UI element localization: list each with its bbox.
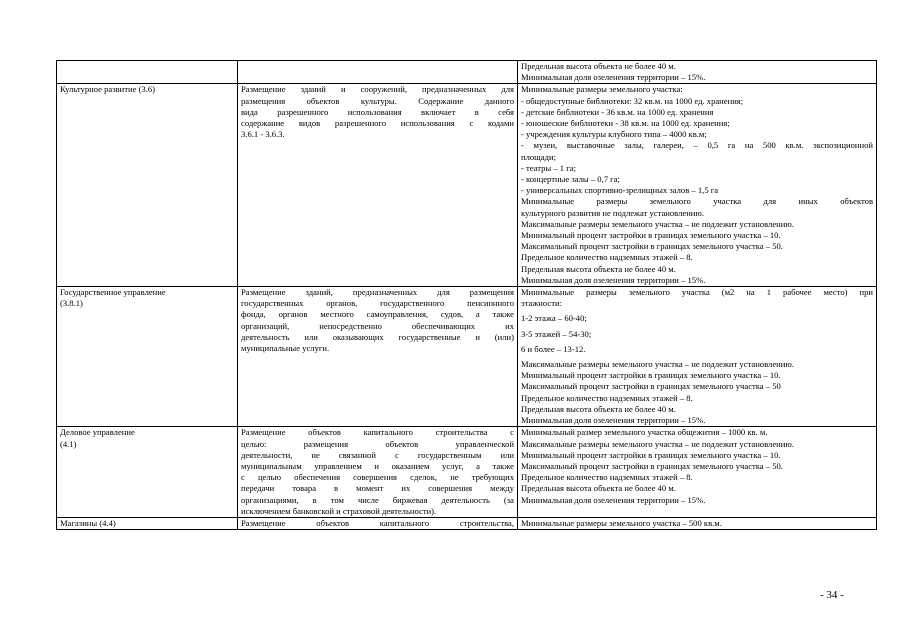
description-cell	[238, 84, 518, 287]
description-line: деятельность или оказывающих государственные и (или)	[241, 331, 514, 342]
parameter-line: Минимальная доля озеленения территории – 15%.	[521, 415, 706, 426]
use-name-cell	[57, 517, 238, 529]
description-line: деятельности, не связанной с государственным или	[241, 449, 514, 460]
parameter-line: Минимальные размеры земельного участка – 500 кв.м.	[521, 517, 722, 528]
parameter-line: Максимальные размеры земельного участка – не подлежит установлению.	[521, 438, 794, 449]
table-row	[57, 517, 877, 529]
parameter-line: Максимальные размеры земельного участка – не подлежит установлению.	[521, 359, 794, 370]
use-name-cell	[57, 84, 238, 287]
description-cell	[238, 287, 518, 427]
parameters-cell	[518, 427, 877, 518]
parameter-line: площади;	[521, 151, 556, 162]
description-line: Размещение объектов капитального строительства с	[241, 427, 514, 438]
description-cell	[238, 427, 518, 518]
parameter-line: культурного развития не подлежат установлению.	[521, 207, 704, 218]
table-row	[57, 427, 877, 518]
page-number: - 34 -	[820, 589, 844, 601]
parameter-line: Минимальные размеры земельного участка (м2 на 1 рабочее место) при	[521, 287, 873, 298]
use-name-cell	[57, 287, 238, 427]
parameter-line: Предельное количество надземных этажей – 8.	[521, 392, 693, 403]
use-name-cell	[57, 61, 238, 84]
description-line: организациями, в том числе биржевая деятельность (за	[241, 494, 514, 505]
parameter-line: 1-2 этажа – 60-40;	[521, 313, 587, 324]
parameter-line: Минимальный процент застройки в границах земельного участка – 10.	[521, 230, 781, 241]
parameter-line: - учреждения культуры клубного типа – 4000 кв.м;	[521, 129, 707, 140]
parameter-line: Минимальный размер земельного участка общежития – 1000 кв. м.	[521, 427, 768, 438]
parameter-line: Минимальная доля озеленения территории – 15%.	[521, 72, 706, 83]
parameter-line: - музеи, выставочные залы, галереи, – 0,5 га на 500 кв.м. экспозиционной	[521, 140, 873, 151]
parameters-cell	[518, 61, 877, 84]
use-name: Государственное управление	[60, 287, 166, 298]
parameter-line: Предельная высота объекта не более 40 м.	[521, 263, 676, 274]
parameter-line: Минимальная доля озеленения территории – 15%.	[521, 274, 706, 285]
parameter-line: Максимальный процент застройки в границах земельного участка – 50	[521, 381, 781, 392]
parameter-line: - универсальных спортивно-зрелищных залов – 1,5 га	[521, 185, 719, 196]
description-line: содержание видов разрешенного использования с кодами	[241, 118, 514, 129]
description-line: муниципальные услуги.	[241, 343, 330, 354]
parameter-line: Предельное количество надземных этажей – 8.	[521, 472, 693, 483]
use-name: Культурное развитие (3.6)	[60, 84, 156, 95]
description-cell	[238, 517, 518, 529]
parameters-cell	[518, 517, 877, 529]
parameter-line: Минимальные размеры земельного участка:	[521, 84, 683, 95]
parameter-line: Предельная высота объекта не более 40 м.	[521, 61, 676, 71]
parameter-line: - общедоступные библиотеки: 32 кв.м. на 1000 ед. хранения;	[521, 95, 744, 106]
parameter-line: - детские библиотеки - 36 кв.м. на 1000 ед. хранения	[521, 106, 714, 117]
description-line: муниципальным управлением и оказанием услуг, а также	[241, 460, 514, 471]
parameter-line: Максимальный процент застройки в границах земельного участка – 50.	[521, 460, 783, 471]
parameter-line: этажности:	[521, 298, 562, 309]
description-line: фонда, органов местного самоуправления, судов, а также	[241, 309, 514, 320]
description-line: Размещение объектов капитального строительства,	[241, 517, 514, 528]
description-line: передачи товара в момент их совершения между	[241, 483, 514, 494]
parameter-line: Минимальная доля озеленения территории – 15%.	[521, 494, 706, 505]
use-code: (3.8.1)	[60, 298, 83, 309]
description-line: Размещение зданий и сооружений, предназначенных для	[241, 84, 514, 95]
description-line: целью: размещения объектов управленческой	[241, 438, 514, 449]
use-code: (4.1)	[60, 438, 77, 449]
parameter-line: Предельная высота объекта не более 40 м.	[521, 403, 676, 414]
parameter-line: Минимальный процент застройки в границах земельного участка – 10.	[521, 449, 781, 460]
parameter-line: 3-5 этажей – 54-30;	[521, 328, 592, 339]
description-line: вида разрешенного использования включает в себя	[241, 106, 514, 117]
use-name-cell	[57, 427, 238, 518]
land-use-table	[56, 60, 877, 530]
table-row	[57, 84, 877, 287]
table-row	[57, 61, 877, 84]
use-name: Деловое управление	[60, 427, 135, 438]
parameter-line: Предельное количество надземных этажей – 8.	[521, 252, 693, 263]
parameter-line: Предельная высота объекта не более 40 м.	[521, 483, 676, 494]
description-line: организаций, непосредственно обеспечивающих их	[241, 320, 514, 331]
description-cell	[238, 61, 518, 84]
parameter-line: Минимальные размеры земельного участка для иных объектов	[521, 196, 873, 207]
parameter-line: - юношеские библиотеки - 38 кв.м. на 1000 ед. хранения;	[521, 118, 730, 129]
parameter-line: Максимальные размеры земельного участка – не подлежит установлению.	[521, 218, 794, 229]
parameter-line: Минимальный процент застройки в границах земельного участка – 10.	[521, 370, 781, 381]
parameter-line: Максимальный процент застройки в границах земельного участка – 50.	[521, 241, 783, 252]
description-line: государственных органов, государственного пенсионного	[241, 298, 514, 309]
description-line: 3.6.1 - 3.6.3.	[241, 129, 285, 140]
description-line: Размещение зданий, предназначенных для размещения	[241, 287, 514, 298]
table-row	[57, 287, 877, 427]
description-line: с целью обеспечения совершения сделок, не требующих	[241, 472, 514, 483]
description-line: исключением банковской и страховой деятельности).	[241, 505, 437, 516]
use-name: Магазины (4.4)	[60, 517, 116, 528]
parameter-line: - театры – 1 га;	[521, 162, 576, 173]
parameter-line: - концертные залы – 0,7 га;	[521, 174, 620, 185]
parameter-line: 6 и более – 13-12.	[521, 343, 586, 354]
description-line: размещения объектов культуры. Содержание данного	[241, 95, 514, 106]
parameters-cell	[518, 84, 877, 287]
parameters-cell	[518, 287, 877, 427]
